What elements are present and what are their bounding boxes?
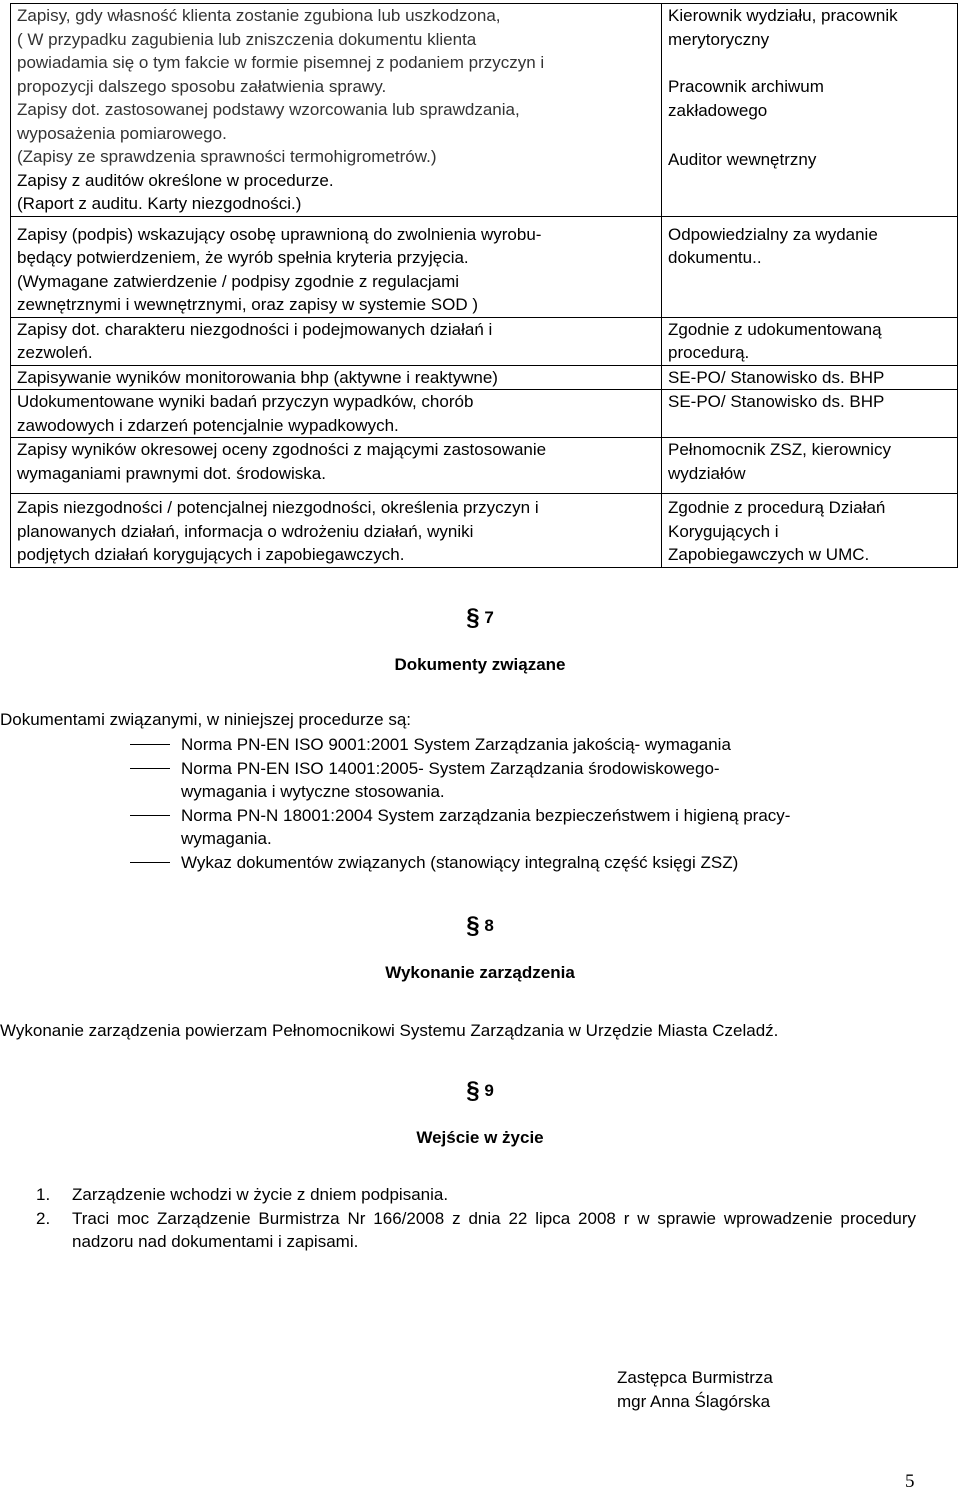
record-line: powiadamia się o tym fakcie w formie pisemnej z podaniem przyczyn i xyxy=(17,53,545,72)
list-item xyxy=(130,851,910,875)
section-7-title: Dokumenty związane xyxy=(394,655,566,674)
table-row xyxy=(11,494,958,568)
list-item xyxy=(36,1207,916,1254)
record-line: wymaganiami prawnymi dot. środowiska. xyxy=(17,463,326,483)
dash-bullet xyxy=(130,862,170,863)
list-number: 1. xyxy=(36,1185,51,1204)
record-line: Zapisy z auditów określone w procedurze. xyxy=(17,170,334,190)
record-line: (Zapisy ze sprawdzenia sprawności termohigrometrów.) xyxy=(17,147,437,166)
record-line: (Raport z auditu. Karty niezgodności.) xyxy=(17,194,302,213)
record-line: wyposażenia pomiarowego. xyxy=(17,123,227,143)
list-item xyxy=(130,733,910,757)
record-description xyxy=(11,216,662,317)
record-line: propozycji dalszego sposobu załatwienia sprawy. xyxy=(17,76,387,96)
section-symbol: § xyxy=(466,912,480,939)
record-line: będący potwierdzeniem, że wyrób spełnia kryteria przyjęcia. xyxy=(17,248,469,267)
section-number: 8 xyxy=(484,916,494,935)
record-responsible xyxy=(662,365,958,390)
list-item-text: wymagania i wytyczne stosowania. xyxy=(181,782,445,801)
documents-intro: Dokumentami związanymi, w niniejszej procedurze są: xyxy=(0,710,411,729)
responsible-line: Pełnomocnik ZSZ, kierownicy xyxy=(668,440,891,459)
list-item-text: Norma PN-EN ISO 14001:2005- System Zarządzania środowiskowego- xyxy=(181,758,720,778)
list-item-text: wymagania. xyxy=(181,829,272,848)
record-line: Zapisy (podpis) wskazujący osobę uprawnioną do zwolnienia wyrobu- xyxy=(17,224,542,244)
record-responsible xyxy=(662,390,958,438)
record-line: Zapisy wyników okresowej oceny zgodności z mającymi zastosowanie xyxy=(17,440,547,459)
record-line: Zapisy dot. zastosowanej podstawy wzorcowania lub sprawdzania, xyxy=(17,100,520,119)
record-responsible xyxy=(662,438,958,494)
responsible-line: Zapobiegawczych w UMC. xyxy=(668,545,870,564)
record-line: (Wymagane zatwierdzenie / podpisy zgodnie z regulacjami xyxy=(17,271,460,291)
responsible-line: Korygujących i xyxy=(668,521,779,541)
record-line: zewnętrznymi i wewnętrznymi, oraz zapisy w systemie SOD ) xyxy=(17,295,479,314)
responsible-line: Odpowiedzialny za wydanie xyxy=(668,224,878,244)
record-line: Zapis niezgodności / potencjalnej niezgodności, określenia przyczyn i xyxy=(17,498,539,517)
responsible-line: dokumentu.. xyxy=(668,248,762,267)
list-item-text: Zarządzenie wchodzi w życie z dniem podpisania. xyxy=(72,1185,449,1204)
section-9-title: Wejście w życie xyxy=(416,1128,544,1147)
execution-text: Wykonanie zarządzenia powierzam Pełnomocnikowi Systemu Zarządzania w Urzędzie Miasta Czeladź. xyxy=(0,1021,779,1040)
record-description xyxy=(11,365,662,390)
dash-bullet xyxy=(130,744,170,745)
section-7-heading xyxy=(0,606,960,630)
record-description xyxy=(11,494,662,568)
final-provisions-list xyxy=(36,1183,916,1254)
record-line: zezwoleń. xyxy=(17,343,93,362)
responsible-line: Pracownik archiwum xyxy=(668,77,824,96)
record-line: ( W przypadku zagubienia lub zniszczenia dokumentu klienta xyxy=(17,29,477,49)
responsible-line: merytoryczny xyxy=(668,29,770,49)
record-line: Zapisy, gdy własność klienta zostanie zgubiona lub uszkodzona, xyxy=(17,6,501,25)
table-row xyxy=(11,4,958,217)
record-line: zawodowych i zdarzeń potencjalnie wypadkowych. xyxy=(17,415,399,435)
table-row xyxy=(11,216,958,317)
record-line: Udokumentowane wyniki badań przyczyn wypadków, chorób xyxy=(17,392,474,411)
record-line: Zapisy dot. charakteru niezgodności i podejmowanych działań i xyxy=(17,319,493,339)
list-number: 2. xyxy=(36,1208,51,1228)
section-number: 7 xyxy=(484,608,494,627)
related-documents-list xyxy=(130,733,910,874)
record-responsible xyxy=(662,317,958,365)
table-row xyxy=(11,317,958,365)
responsible-line: procedurą. xyxy=(668,343,750,362)
responsible-line: SE-PO/ Stanowisko ds. BHP xyxy=(668,392,885,411)
signature-block xyxy=(617,1366,773,1413)
section-9-heading xyxy=(0,1079,960,1103)
list-item-text: Traci moc Zarządzenie Burmistrza Nr 166/2008 z dnia 22 lipca 2008 r w sprawie wprowadzenie procedury nadzoru nad dokumentami i zapisami. xyxy=(72,1208,916,1251)
records-table xyxy=(10,3,958,568)
responsible-line: SE-PO/ Stanowisko ds. BHP xyxy=(668,367,885,387)
responsible-line: Auditor wewnętrzny xyxy=(668,150,817,169)
section-8-heading xyxy=(0,914,960,938)
signer-title: Zastępca Burmistrza xyxy=(617,1368,773,1387)
record-responsible xyxy=(662,494,958,568)
record-description xyxy=(11,438,662,494)
list-item xyxy=(36,1183,916,1207)
record-description xyxy=(11,317,662,365)
responsible-line: Kierownik wydziału, pracownik xyxy=(668,6,898,25)
record-responsible xyxy=(662,4,958,217)
section-8-title: Wykonanie zarządzenia xyxy=(385,963,575,982)
record-line: podjętych działań korygujących i zapobiegawczych. xyxy=(17,545,405,564)
responsible-line: zakładowego xyxy=(668,100,768,120)
list-item xyxy=(130,804,910,851)
responsible-line: Zgodnie z procedurą Działań xyxy=(668,498,886,517)
list-item-text: Norma PN-N 18001:2004 System zarządzania bezpieczeństwem i higieną pracy- xyxy=(181,805,791,825)
record-responsible xyxy=(662,216,958,317)
section-number: 9 xyxy=(484,1081,494,1100)
signer-name: mgr Anna Ślagórska xyxy=(617,1391,771,1411)
list-item-text: Wykaz dokumentów związanych (stanowiący integralną część księgi ZSZ) xyxy=(181,852,739,872)
record-description xyxy=(11,390,662,438)
dash-bullet xyxy=(130,815,170,816)
dash-bullet xyxy=(130,768,170,769)
table-row xyxy=(11,365,958,390)
table-row xyxy=(11,438,958,494)
responsible-line: Zgodnie z udokumentowaną xyxy=(668,319,882,339)
responsible-line: wydziałów xyxy=(668,463,746,483)
list-item xyxy=(130,757,910,804)
record-description xyxy=(11,4,662,217)
list-item-text: Norma PN-EN ISO 9001:2001 System Zarządzania jakością- wymagania xyxy=(181,735,731,754)
record-line: Zapisywanie wyników monitorowania bhp (aktywne i reaktywne) xyxy=(17,367,498,387)
record-line: planowanych działań, informacja o wdrożeniu działań, wyniki xyxy=(17,521,474,541)
page-number: 5 xyxy=(905,1471,915,1492)
section-symbol: § xyxy=(466,604,480,631)
table-row xyxy=(11,390,958,438)
section-symbol: § xyxy=(466,1077,480,1104)
